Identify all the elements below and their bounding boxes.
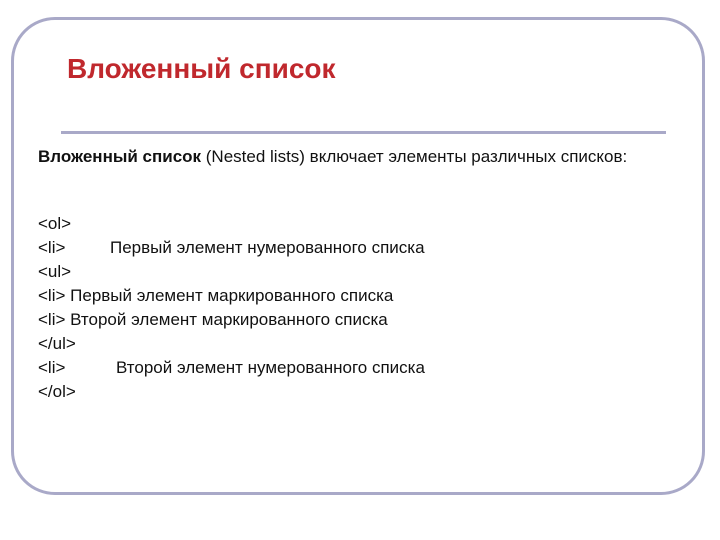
code-line xyxy=(38,308,678,332)
code-tag: <li> xyxy=(38,286,71,305)
code-line xyxy=(38,260,678,284)
title-divider xyxy=(61,131,666,134)
code-example xyxy=(38,212,678,404)
intro-text: (Nested lists) включает элементы различных списков: xyxy=(201,147,628,166)
code-line xyxy=(38,356,678,380)
code-text: Первый элемент маркированного списка xyxy=(70,286,394,305)
code-tag: </ol> xyxy=(38,382,76,401)
code-line xyxy=(38,212,678,236)
code-tag: <li> xyxy=(38,238,66,257)
code-text: Второй элемент маркированного списка xyxy=(70,310,388,329)
code-tag: </ul> xyxy=(38,334,76,353)
code-tag: <ul> xyxy=(38,262,72,281)
intro-bold-term: Вложенный список xyxy=(38,147,202,166)
code-tag: <li> xyxy=(38,358,66,377)
code-line xyxy=(38,332,678,356)
code-text: Первый элемент нумерованного списка xyxy=(110,238,425,257)
code-line xyxy=(38,236,678,260)
code-line xyxy=(38,284,678,308)
intro-paragraph xyxy=(38,145,678,169)
code-tag: <ol> xyxy=(38,214,72,233)
code-text: Второй элемент нумерованного списка xyxy=(116,358,425,377)
slide-title: Вложенный список xyxy=(67,53,336,84)
code-line xyxy=(38,380,678,404)
code-tag: <li> xyxy=(38,310,71,329)
